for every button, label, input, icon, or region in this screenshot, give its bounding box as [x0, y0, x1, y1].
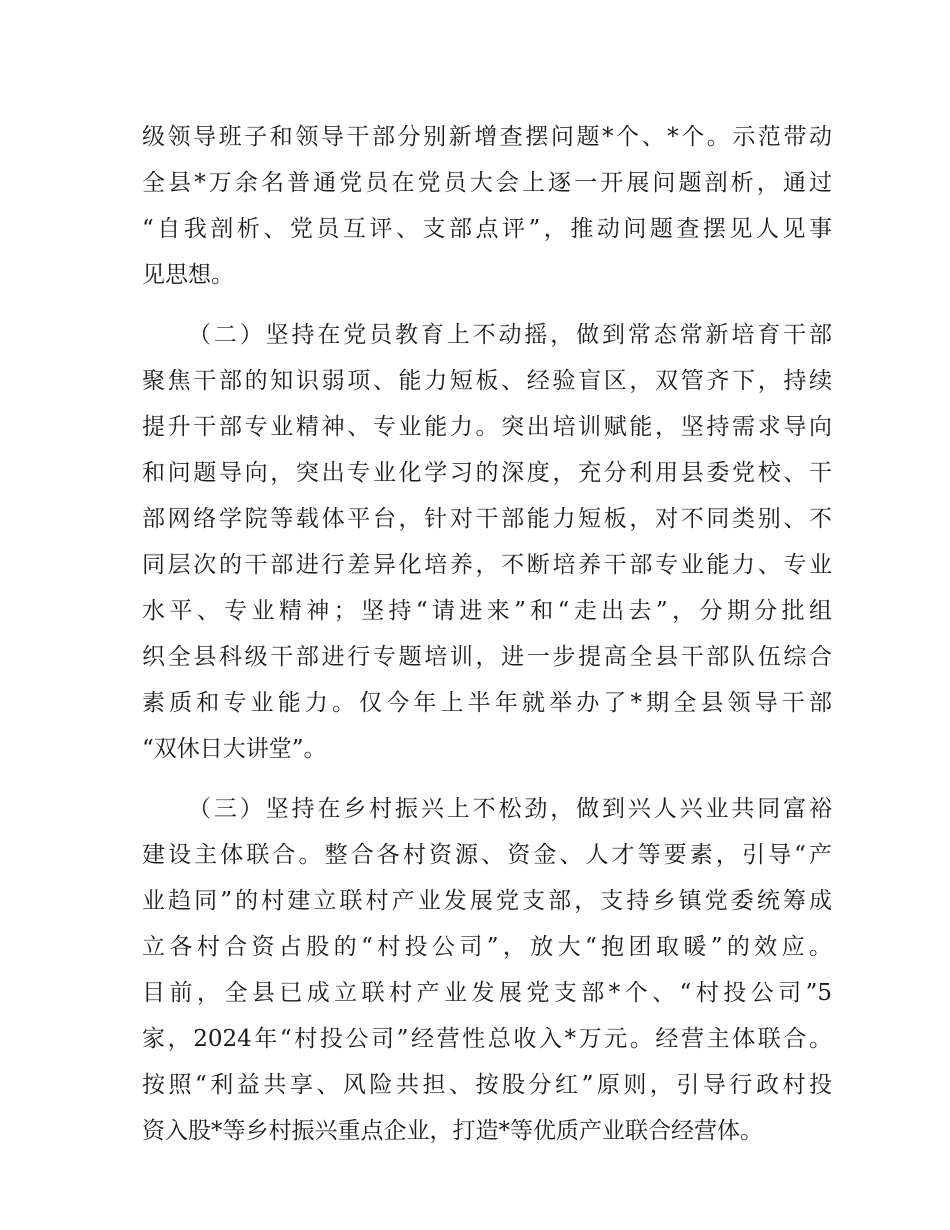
text-line: 业趋同”的村建立联村产业发展党支部，支持乡镇党委统筹成	[142, 888, 832, 914]
text-line: 按照“利益共享、风险共担、按股分红”原则，引导行政村投	[142, 1072, 832, 1098]
text-line: 级领导班子和领导干部分别新增查摆问题*个、*个。示范带动	[142, 124, 832, 150]
text-line: 素质和专业能力。仅今年上半年就举办了*期全县领导干部	[142, 690, 832, 716]
text-line: 全县*万余名普通党员在党员大会上逐一开展问题剖析，通过	[142, 170, 832, 196]
section-heading-line: （三）坚持在乡村振兴上不松劲，做到兴人兴业共同富裕	[188, 796, 832, 822]
document-body	[142, 114, 832, 1154]
section-heading-line: （二）坚持在党员教育上不动摇，做到常态常新培育干部	[188, 322, 832, 348]
text-line: 家，2024年“村投公司”经营性总收入*万元。经营主体联合。	[142, 1026, 832, 1052]
text-line: 部网络学院等载体平台，针对干部能力短板，对不同类别、不	[142, 506, 832, 532]
paragraph-2	[142, 312, 832, 772]
paragraph-1	[142, 114, 832, 298]
text-line: 和问题导向，突出专业化学习的深度，充分利用县委党校、干	[142, 460, 832, 486]
text-line: 立各村合资占股的“村投公司”，放大“抱团取暖”的效应。	[142, 934, 832, 960]
text-line: 提升干部专业精神、专业能力。突出培训赋能，坚持需求导向	[142, 414, 832, 440]
text-line: 水平、专业精神；坚持“请进来”和“走出去”，分期分批组	[142, 598, 832, 624]
text-line: 聚焦干部的知识弱项、能力短板、经验盲区，双管齐下，持续	[142, 368, 832, 394]
paragraph-3	[142, 786, 832, 1154]
text-line: 同层次的干部进行差异化培养，不断培养干部专业能力、专业	[142, 552, 832, 578]
text-line: 资入股*等乡村振兴重点企业，打造*等优质产业联合经营体。	[142, 1118, 763, 1144]
text-line: 建设主体联合。整合各村资源、资金、人才等要素，引导“产	[142, 842, 832, 868]
text-line: 目前，全县已成立联村产业发展党支部*个、“村投公司”5	[142, 980, 832, 1006]
text-line: “自我剖析、党员互评、支部点评”，推动问题查摆见人见事	[142, 216, 832, 242]
text-line: 织全县科级干部进行专题培训，进一步提高全县干部队伍综合	[142, 644, 832, 670]
text-line: “双休日大讲堂”。	[142, 736, 327, 762]
text-line: 见思想。	[142, 262, 234, 288]
